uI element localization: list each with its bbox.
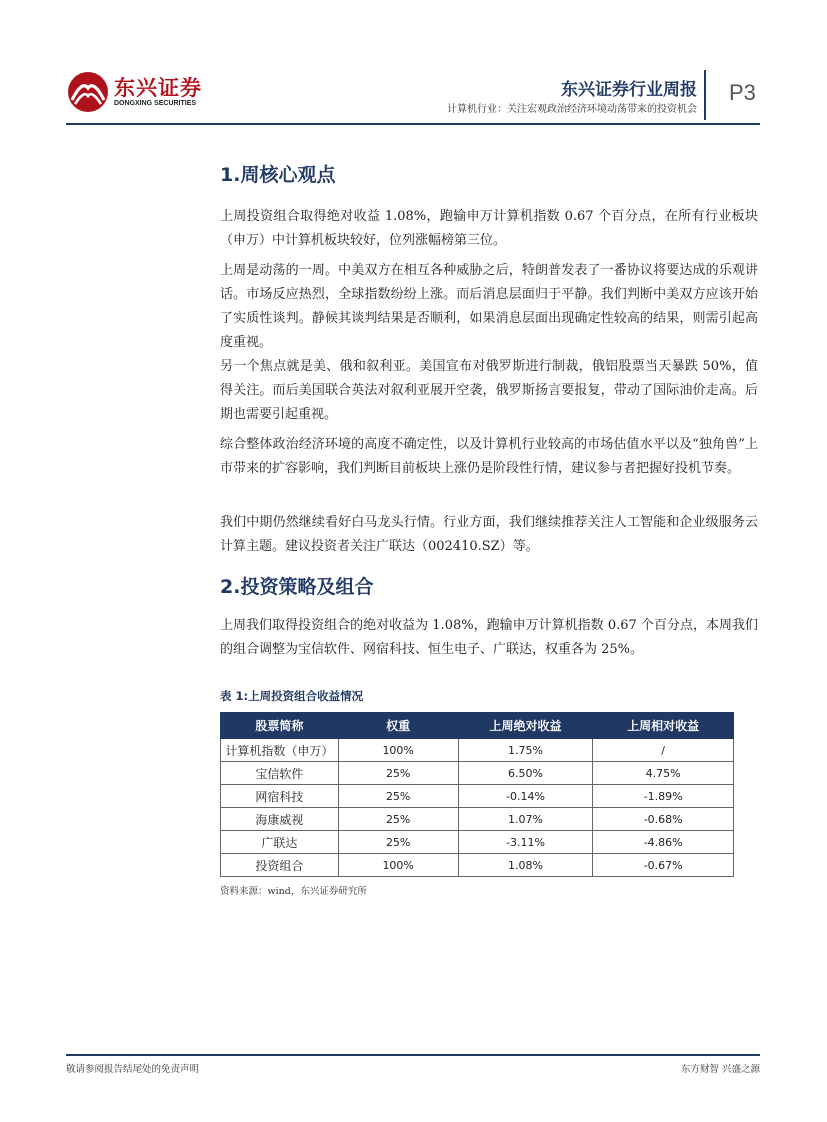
table-cell: 25%	[338, 808, 458, 831]
table-row	[221, 762, 734, 785]
logo-text-cn: 东兴证券	[114, 76, 202, 100]
table-cell: 宝信软件	[221, 762, 339, 785]
column-header: 股票简称	[221, 713, 339, 739]
table-cell: 投资组合	[221, 854, 339, 877]
footer-slogan: 东方财智 兴盛之源	[680, 1064, 760, 1075]
paragraph: 综合整体政治经济环境的高度不确定性，以及计算机行业较高的市场估值水平以及“独角兽”上市带来的扩容影响，我们判断目前板块上涨仍是阶段性行情，建议参与者把握好投机节奏。	[220, 437, 758, 476]
portfolio-returns-table	[220, 712, 734, 877]
table-cell: 4.75%	[593, 762, 734, 785]
table-cell: 1.08%	[458, 854, 593, 877]
table-cell: 25%	[338, 831, 458, 854]
table-row	[221, 831, 734, 854]
logo-text-en: DONGXING SECURITIES	[114, 100, 197, 107]
table-cell: -0.68%	[593, 808, 734, 831]
table-cell: 海康威视	[221, 808, 339, 831]
header-rule	[66, 123, 760, 125]
table-cell: 100%	[338, 739, 458, 762]
table-cell: 100%	[338, 854, 458, 877]
column-header: 上周绝对收益	[458, 713, 593, 739]
company-logo	[66, 70, 226, 114]
footer-rule	[66, 1054, 760, 1056]
table-cell: 6.50%	[458, 762, 593, 785]
table-row	[221, 739, 734, 762]
table-cell: -3.11%	[458, 831, 593, 854]
table-cell: 1.07%	[458, 808, 593, 831]
table-cell: 1.75%	[458, 739, 593, 762]
section-heading-strategy: 2.投资策略及组合	[220, 576, 374, 598]
table-cell: 25%	[338, 785, 458, 808]
table-cell: -1.89%	[593, 785, 734, 808]
header-separator	[704, 70, 706, 120]
table-cell: -4.86%	[593, 831, 734, 854]
table-source-note: 资料来源：wind，东兴证券研究所	[220, 886, 367, 897]
table-cell: 广联达	[221, 831, 339, 854]
paragraph: 上周我们取得投资组合的绝对收益为 1.08%，跑输申万计算机指数 0.67 个百分点，本周我们的组合调整为宝信软件、网宿科技、恒生电子、广联达，权重各为 25%。	[220, 618, 758, 657]
table-header-row	[221, 713, 734, 739]
footer-disclaimer-note: 敬请参阅报告结尾处的免责声明	[66, 1064, 200, 1075]
paragraph: 我们中期仍然继续看好白马龙头行情。行业方面，我们继续推荐关注人工智能和企业级服务云计算主题。建议投资者关注广联达（002410.SZ）等。	[220, 515, 758, 554]
table-cell: /	[593, 739, 734, 762]
table-cell: 25%	[338, 762, 458, 785]
table-cell: -0.14%	[458, 785, 593, 808]
table-cell: 计算机指数（申万）	[221, 739, 339, 762]
report-subtitle: 计算机行业：关注宏观政治经济环境动荡带来的投资机会	[447, 104, 697, 115]
report-title: 东兴证券行业周报	[561, 80, 697, 100]
table-caption: 表 1:上周投资组合收益情况	[220, 689, 364, 703]
logo-mark-icon	[66, 70, 110, 114]
column-header: 权重	[338, 713, 458, 739]
table-row	[221, 854, 734, 877]
page-number: P3	[729, 80, 756, 105]
table-cell: 网宿科技	[221, 785, 339, 808]
table-row	[221, 808, 734, 831]
paragraph: 上周投资组合取得绝对收益 1.08%，跑输申万计算机指数 0.67 个百分点，在所有行业板块（申万）中计算机板块较好，位列涨幅榜第三位。	[220, 209, 758, 248]
section-heading-core-views: 1.周核心观点	[220, 164, 336, 186]
paragraph: 另一个焦点就是美、俄和叙利亚。美国宣布对俄罗斯进行制裁，俄铝股票当天暴跌 50%，值得关注。而后美国联合英法对叙利亚展开空袭，俄罗斯扬言要报复，带动了国际油价走高。后期也需要引起重视。	[220, 359, 758, 422]
column-header: 上周相对收益	[593, 713, 734, 739]
table-cell: -0.67%	[593, 854, 734, 877]
paragraph: 上周是动荡的一周。中美双方在相互各种威胁之后，特朗普发表了一番协议将要达成的乐观讲话。市场反应热烈，全球指数纷纷上涨。而后消息层面归于平静。我们判断中美双方应该开始了实质性谈判。静候其谈判结果是否顺利，如果消息层面出现确定性较高的结果，则需引起高度重视。	[220, 263, 758, 350]
table-row	[221, 785, 734, 808]
